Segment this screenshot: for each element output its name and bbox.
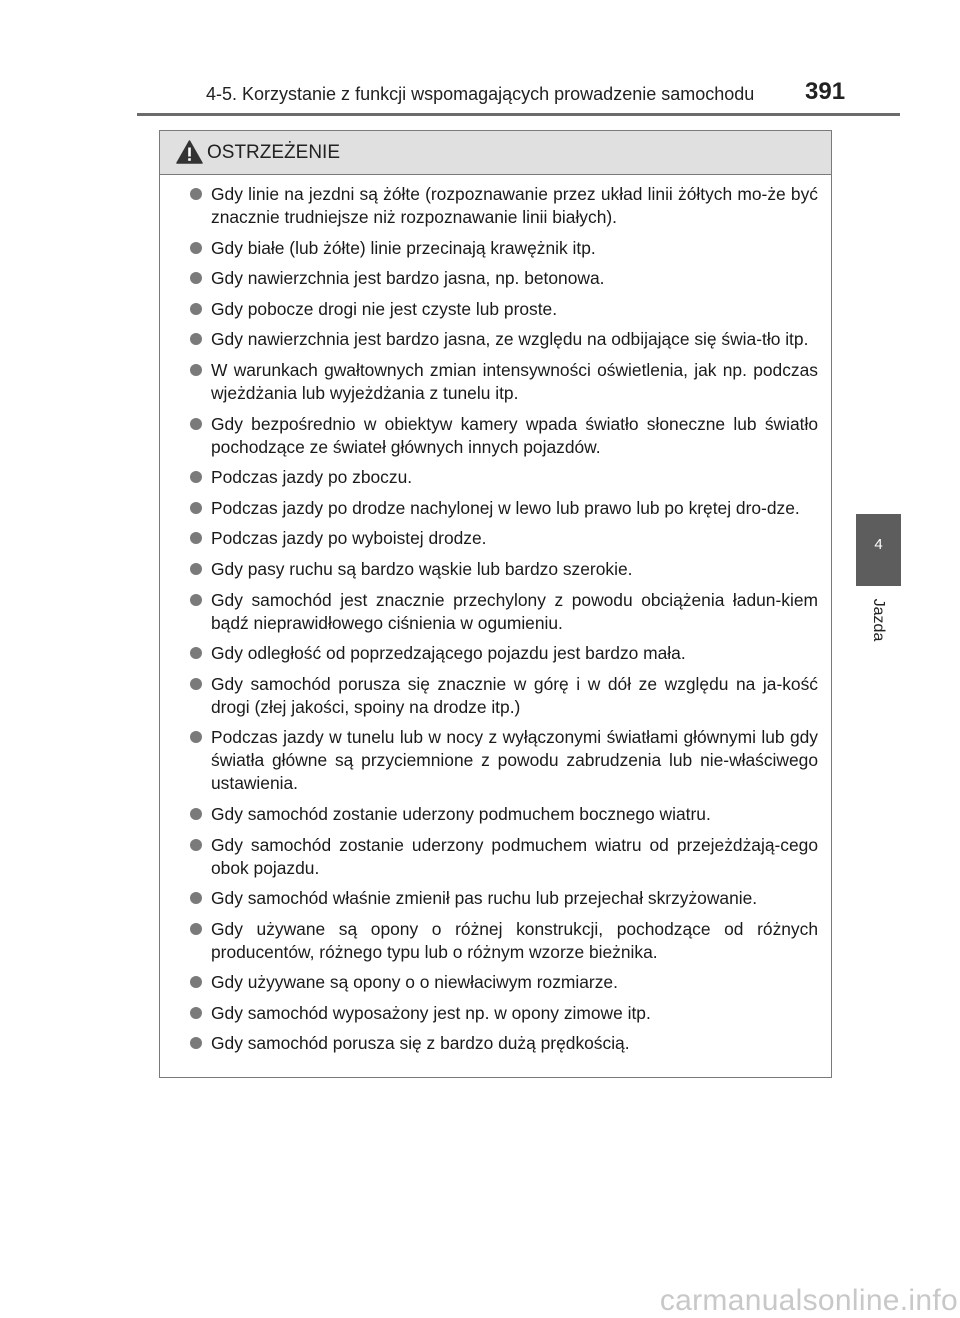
bullet-icon <box>190 333 202 345</box>
warning-list-item <box>190 1032 818 1055</box>
warning-list-item <box>190 918 818 964</box>
warning-list-item <box>190 527 818 550</box>
bullet-icon <box>190 272 202 284</box>
bullet-icon <box>190 647 202 659</box>
bullet-icon <box>190 188 202 200</box>
warning-item-text: Gdy pasy ruchu są bardzo wąskie lub bardzo szerokie. <box>211 558 633 579</box>
warning-list-item <box>190 237 818 260</box>
warning-item-text: Gdy odległość od poprzedzającego pojazdu jest bardzo mała. <box>211 643 686 664</box>
warning-list-item <box>190 558 818 581</box>
chapter-label: Jazda <box>870 598 887 642</box>
warning-item-text: Gdy samochód porusza się z bardzo dużą prędkością. <box>211 1033 630 1054</box>
warning-header <box>160 131 831 175</box>
warning-item-text: Gdy samochód porusza się znacznie w górę i w dół ze względu na ja-kość drogi (złej jakości, spoiny na drodze itp.) <box>211 673 818 717</box>
warning-list-item <box>190 673 818 719</box>
warning-item-text: Gdy pobocze drogi nie jest czyste lub proste. <box>211 298 558 319</box>
warning-list-item <box>190 466 818 489</box>
warning-list-item <box>190 183 818 229</box>
bullet-icon <box>190 1007 202 1019</box>
warning-item-text: Gdy użyywane są opony o o niewłaciwym rozmiarze. <box>211 972 618 993</box>
section-title: 4-5. Korzystanie z funkcji wspomagających prowadzenie samochodu <box>206 84 755 104</box>
warning-item-text: Gdy samochód właśnie zmienił pas ruchu lub przejechał skrzyżowanie. <box>211 888 758 909</box>
warning-item-text: Gdy samochód wyposażony jest np. w opony zimowe itp. <box>211 1002 651 1023</box>
warning-item-text: Gdy nawierzchnia jest bardzo jasna, np. betonowa. <box>211 268 605 289</box>
warning-item-text: Gdy samochód zostanie uderzony podmuchem bocznego wiatru. <box>211 803 711 824</box>
warning-triangle-icon <box>176 140 203 164</box>
bullet-icon <box>190 471 202 483</box>
bullet-icon <box>190 594 202 606</box>
warning-item-text: W warunkach gwałtownych zmian intensywności oświetlenia, jak np. podczas wjeżdżania lub wyjeżdżania z tunelu itp. <box>211 359 818 403</box>
warning-title: OSTRZEŻENIE <box>207 142 341 163</box>
warning-item-text: Gdy samochód jest znacznie przechylony z powodu obciążenia ładun-kiem bądź nieprawidłowego ciśnienia w ogumieniu. <box>211 589 818 633</box>
bullet-icon <box>190 532 202 544</box>
warning-item-text: Gdy używane są opony o różnej konstrukcji, pochodzące od różnych producentów, różnego typu lub o różnym wzorze bieżnika. <box>211 918 818 962</box>
warning-list-item <box>190 267 818 290</box>
warning-item-text: Podczas jazdy w tunelu lub w nocy z wyłączonymi światłami głównymi lub gdy światła główne są przyciemnione z powodu zabrudzenia lub nie-właściwego ustawienia. <box>211 727 818 794</box>
warning-list-item <box>190 834 818 880</box>
warning-item-text: Gdy nawierzchnia jest bardzo jasna, ze względu na odbijające się świa-tło itp. <box>211 329 809 350</box>
bullet-icon <box>190 976 202 988</box>
warning-list-item <box>190 497 818 520</box>
warning-list-item <box>190 298 818 321</box>
bullet-icon <box>190 923 202 935</box>
bullet-icon <box>190 678 202 690</box>
chapter-tab <box>856 514 901 586</box>
warning-list-item <box>190 589 818 635</box>
bullet-icon <box>190 242 202 254</box>
warning-list-item <box>190 359 818 405</box>
warning-list-item <box>190 971 818 994</box>
warning-list-item <box>190 642 818 665</box>
bullet-icon <box>190 418 202 430</box>
warning-list-item <box>190 887 818 910</box>
warning-item-text: Gdy białe (lub żółte) linie przecinają krawężnik itp. <box>211 237 596 258</box>
watermark: carmanualsonline.info <box>659 1284 958 1317</box>
warning-item-text: Gdy linie na jezdni są żółte (rozpoznawanie przez układ linii żółtych mo-że być znacznie trudniejsze niż rozpoznawanie linii białych). <box>211 184 818 227</box>
bullet-icon <box>190 364 202 376</box>
warning-list-item <box>190 328 818 351</box>
chapter-number: 4 <box>874 536 883 553</box>
warning-list-item <box>190 726 818 795</box>
bullet-icon <box>190 563 202 575</box>
bullet-icon <box>190 1037 202 1049</box>
warning-list-item <box>190 1002 818 1025</box>
warning-item-text: Gdy samochód zostanie uderzony podmuchem wiatru od przejeżdżają-cego obok pojazdu. <box>211 834 818 878</box>
warning-item-text: Podczas jazdy po drodze nachylonej w lewo lub prawo lub po krętej dro-dze. <box>211 497 800 518</box>
warning-list <box>190 183 818 1063</box>
warning-list-item <box>190 803 818 826</box>
bullet-icon <box>190 808 202 820</box>
warning-box <box>159 130 832 1078</box>
bullet-icon <box>190 731 202 743</box>
warning-item-text: Podczas jazdy po wyboistej drodze. <box>211 528 487 549</box>
warning-item-text: Gdy bezpośrednio w obiektyw kamery wpada światło słoneczne lub światło pochodzące ze świateł głównych innych pojazdów. <box>211 413 818 457</box>
bullet-icon <box>190 839 202 851</box>
bullet-icon <box>190 303 202 315</box>
bullet-icon <box>190 502 202 514</box>
page-number: 391 <box>805 78 846 105</box>
header-divider <box>137 113 900 116</box>
warning-item-text: Podczas jazdy po zboczu. <box>211 467 413 488</box>
chapter-label-container <box>858 590 898 650</box>
warning-list-item <box>190 413 818 459</box>
bullet-icon <box>190 892 202 904</box>
